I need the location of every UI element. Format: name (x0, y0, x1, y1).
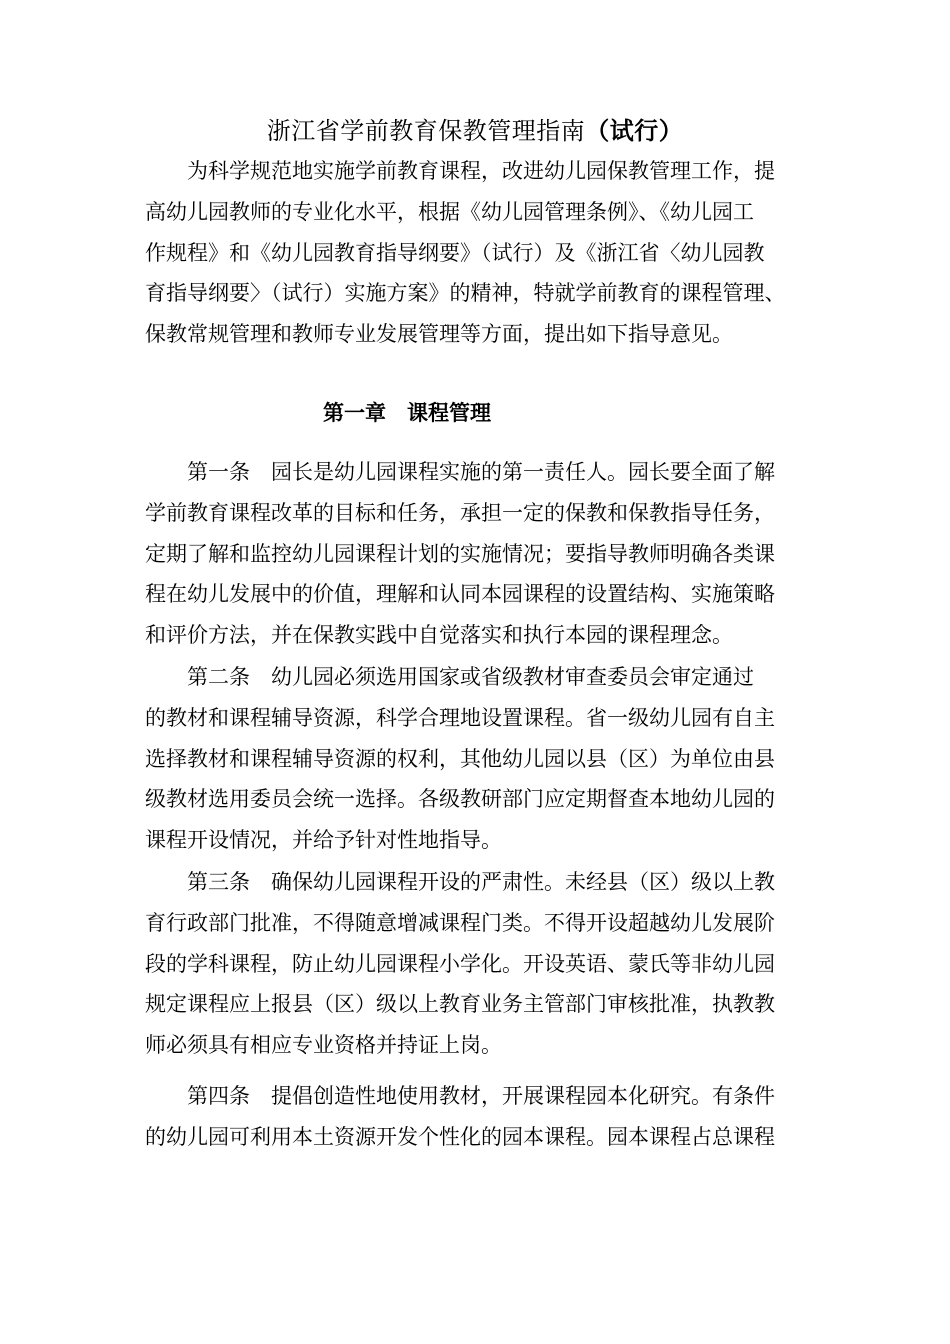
title-suffix: （试行） (585, 117, 684, 145)
intro-paragraph (145, 151, 807, 355)
article-line: 程在幼儿发展中的价值，理解和认同本园课程的设置结构、实施策略 (145, 582, 775, 607)
chapter-heading: 第一章 课程管理 (323, 401, 491, 425)
article-line: 的幼儿园可利用本土资源开发个性化的园本课程。园本课程占总课程 (145, 1124, 775, 1149)
article-line: 师必须具有相应专业资格并持证上岗。 (145, 1033, 502, 1058)
article-line: 学前教育课程改革的目标和任务，承担一定的保教和保教指导任务， (145, 500, 775, 525)
document-title (145, 111, 805, 151)
intro-line: 为科学规范地实施学前教育课程，改进幼儿园保教管理工作，提 (187, 159, 775, 183)
article-line: 规定课程应上报县（区）级以上教育业务主管部门审核批准，执教教 (145, 992, 775, 1017)
article-3 (145, 862, 807, 1066)
article-line: 课程开设情况，并给予针对性地指导。 (145, 828, 502, 853)
article-line: 和评价方法，并在保教实践中自觉落实和执行本园的课程理念。 (145, 623, 733, 648)
article-4 (145, 1076, 807, 1158)
intro-line: 育指导纲要〉（试行）实施方案》的精神，特就学前教育的课程管理、 (145, 281, 786, 306)
article-line: 的教材和课程辅导资源，科学合理地设置课程。省一级幼儿园有自主 (145, 705, 775, 730)
article-line: 选择教材和课程辅导资源的权利，其他幼儿园以县（区）为单位由县 (145, 746, 775, 771)
article-1 (145, 452, 807, 656)
article-line: 第三条 确保幼儿园课程开设的严肃性。未经县（区）级以上教 (187, 870, 775, 894)
article-2 (145, 657, 807, 861)
article-line: 段的学科课程，防止幼儿园课程小学化。开设英语、蒙氏等非幼儿园 (145, 951, 775, 976)
intro-line: 作规程》和《幼儿园教育指导纲要》（试行）及《浙江省〈幼儿园教 (145, 240, 765, 265)
article-line: 育行政部门批准，不得随意增减课程门类。不得开设超越幼儿发展阶 (145, 910, 775, 935)
intro-line: 高幼儿园教师的专业化水平，根据《幼儿园管理条例》、《幼儿园工 (145, 199, 754, 224)
article-line: 级教材选用委员会统一选择。各级教研部门应定期督查本地幼儿园的 (145, 787, 775, 812)
article-line: 第二条 幼儿园必须选用国家或省级教材审查委员会审定通过 (187, 665, 754, 689)
article-line: 第四条 提倡创造性地使用教材，开展课程园本化研究。有条件 (187, 1084, 775, 1108)
intro-line: 保教常规管理和教师专业发展管理等方面，提出如下指导意见。 (145, 322, 733, 347)
article-line: 定期了解和监控幼儿园课程计划的实施情况；要指导教师明确各类课 (145, 541, 775, 566)
article-line: 第一条 园长是幼儿园课程实施的第一责任人。园长要全面了解 (187, 460, 775, 484)
title-main: 浙江省学前教育保教管理指南 (266, 117, 586, 145)
